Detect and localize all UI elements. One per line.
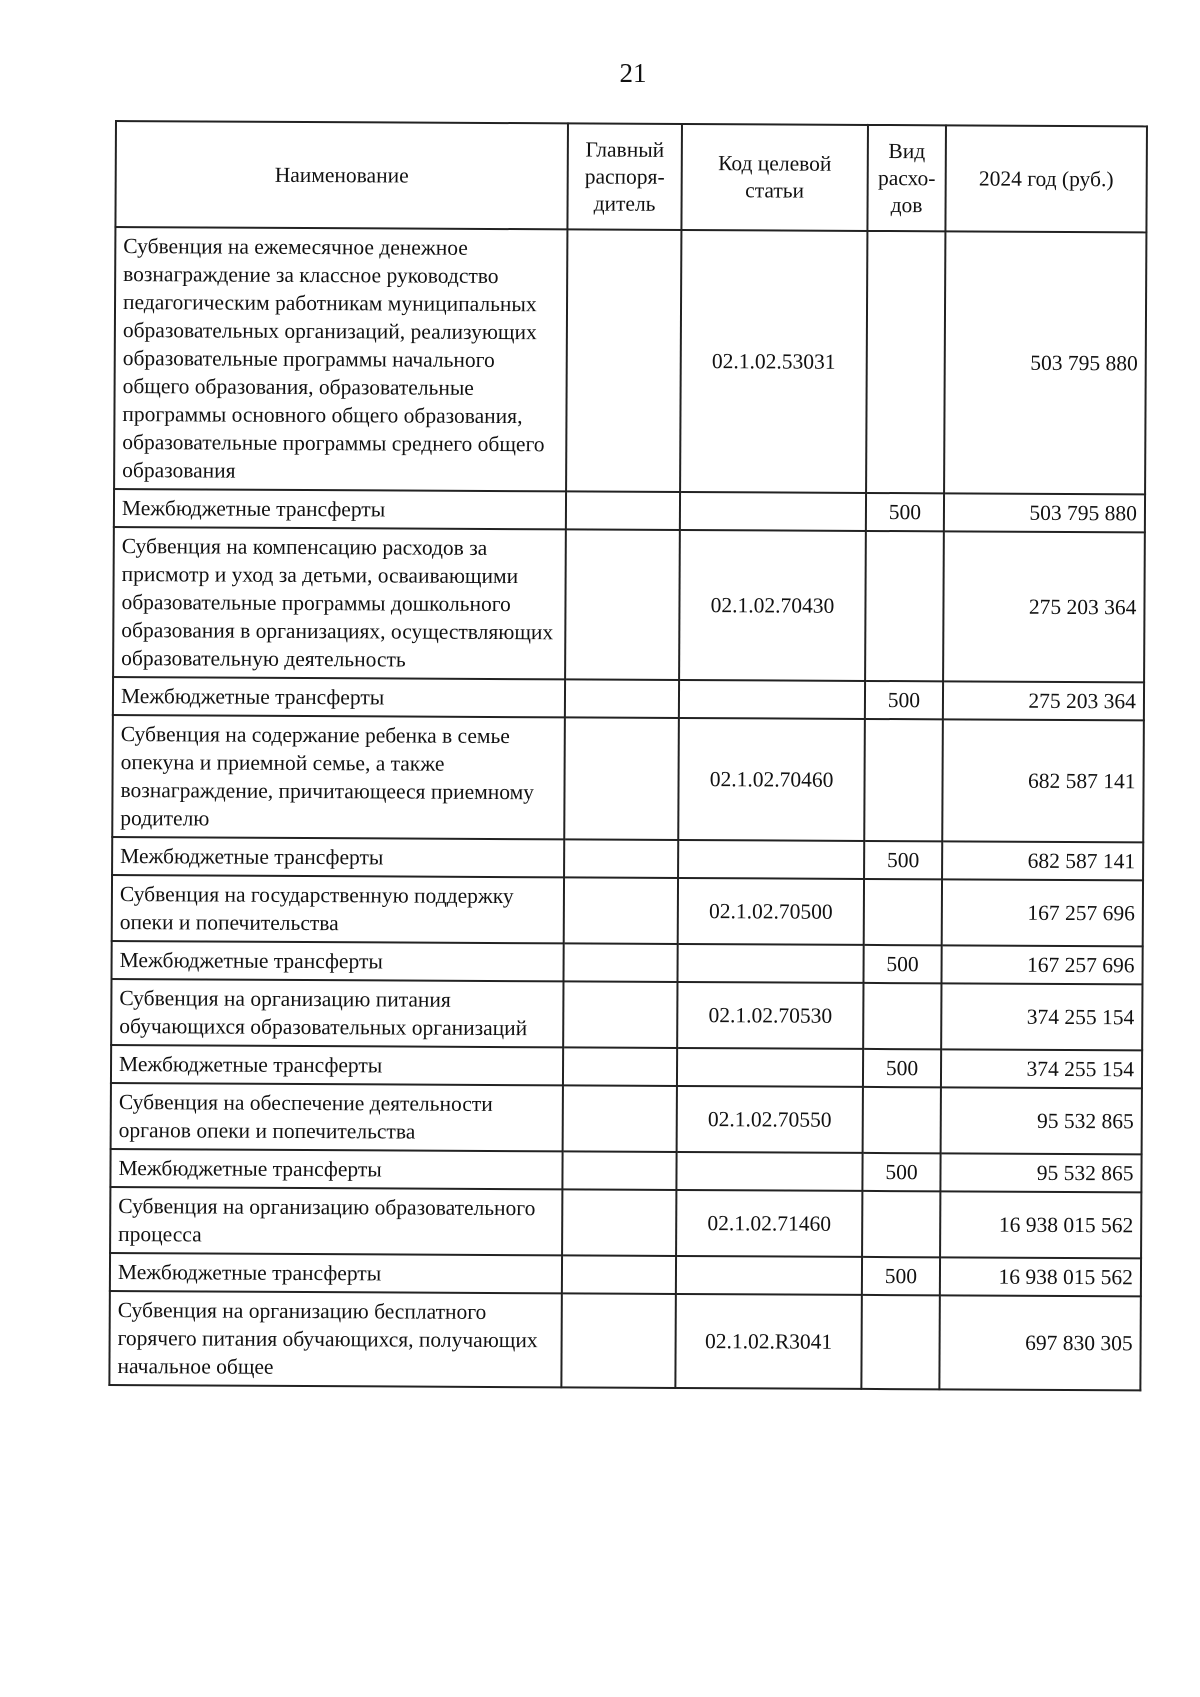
row-code (676, 1152, 862, 1191)
row-amount: 275 203 364 (943, 681, 1144, 720)
row-manager (565, 529, 680, 680)
row-code (677, 1048, 863, 1087)
row-name: Межбюджетные трансферты (112, 837, 564, 877)
table-row (111, 1083, 1142, 1154)
row-name: Межбюджетные трансферты (110, 1149, 562, 1189)
table-row (110, 1187, 1141, 1258)
row-name: Субвенция на ежемесячное денежное вознаграждение за классное руководство педагогическим работникам муниципальных образовательных организаций, реализующих образовательные программы начального общего образования, образовательные программы основного общего образования, образовательные программы среднего общего образования (114, 227, 567, 491)
row-name: Субвенция на обеспечение деятельности органов опеки и попечительства (111, 1083, 563, 1151)
row-kind (865, 531, 944, 681)
row-name: Межбюджетные трансферты (111, 1045, 563, 1085)
row-code: 02.1.02.70430 (679, 530, 866, 681)
row-kind: 500 (866, 493, 944, 531)
row-manager (563, 1047, 677, 1086)
row-code: 02.1.02.70460 (678, 718, 865, 841)
row-manager (566, 229, 681, 492)
row-name: Межбюджетные трансферты (112, 941, 564, 981)
row-amount: 682 587 141 (942, 841, 1143, 880)
budget-table (108, 120, 1148, 1391)
row-amount: 503 795 880 (944, 493, 1145, 532)
row-kind (864, 879, 942, 945)
row-manager (565, 679, 679, 718)
table-row (112, 715, 1144, 842)
row-amount: 95 532 865 (941, 1087, 1142, 1154)
row-manager (562, 1189, 676, 1256)
row-code: 02.1.02.71460 (676, 1190, 862, 1257)
row-name: Межбюджетные трансферты (113, 677, 565, 717)
row-amount: 95 532 865 (940, 1153, 1141, 1192)
row-manager (561, 1293, 675, 1388)
row-code (679, 680, 865, 719)
row-manager (564, 877, 678, 944)
row-kind: 500 (862, 1153, 940, 1191)
row-name: Субвенция на компенсацию расходов за присмотр и уход за детьми, осваивающими образовательные программы дошкольного образования в организациях, осуществляющих образовательную деятельность (113, 527, 566, 679)
row-name: Субвенция на государственную поддержку опеки и попечительства (112, 875, 564, 943)
header-manager: Главный распоря-дитель (567, 123, 682, 230)
row-manager (566, 491, 680, 530)
row-name: Межбюджетные трансферты (110, 1253, 562, 1293)
row-kind: 500 (865, 681, 943, 719)
row-code (677, 944, 863, 983)
row-kind (864, 719, 943, 841)
table-row (112, 875, 1143, 946)
header-amount: 2024 год (руб.) (945, 125, 1147, 232)
row-amount: 275 203 364 (943, 531, 1145, 682)
row-name: Субвенция на организацию питания обучающихся образовательных организаций (111, 979, 563, 1047)
row-manager (562, 1151, 676, 1190)
table-row (109, 1291, 1140, 1390)
table-row (112, 941, 1143, 984)
table-row (111, 979, 1142, 1050)
table-row (113, 677, 1144, 720)
row-code: 02.1.02.53031 (680, 230, 867, 493)
row-name: Субвенция на организацию бесплатного горячего питания обучающихся, получающих начальное общее (109, 1291, 561, 1387)
row-amount: 16 938 015 562 (940, 1191, 1141, 1258)
row-name: Субвенция на организацию образовательного процесса (110, 1187, 562, 1255)
row-amount: 374 255 154 (941, 983, 1142, 1050)
row-amount: 503 795 880 (944, 231, 1146, 494)
table-row (113, 527, 1145, 682)
row-kind: 500 (862, 1257, 940, 1295)
row-manager (563, 1085, 677, 1152)
row-code (680, 492, 866, 531)
row-kind: 500 (863, 945, 941, 983)
table-row (110, 1149, 1141, 1192)
table-row (114, 227, 1146, 494)
row-code (676, 1256, 862, 1295)
row-amount: 167 257 696 (941, 945, 1142, 984)
table-row (110, 1253, 1141, 1296)
table-row (112, 837, 1143, 880)
row-kind (863, 983, 941, 1049)
row-code: 02.1.02.R3041 (675, 1294, 861, 1389)
row-manager (563, 943, 677, 982)
row-code: 02.1.02.70530 (677, 982, 863, 1049)
row-kind (863, 1087, 941, 1153)
row-kind (861, 1295, 939, 1389)
row-manager (563, 981, 677, 1048)
row-manager (562, 1255, 676, 1294)
page-number: 21 (619, 58, 647, 88)
row-amount: 167 257 696 (942, 879, 1143, 946)
header-kind: Вид расхо-дов (867, 125, 946, 231)
row-code (678, 840, 864, 879)
row-name: Межбюджетные трансферты (114, 489, 566, 529)
row-code: 02.1.02.70500 (678, 878, 864, 945)
table-row (114, 489, 1145, 532)
row-amount: 16 938 015 562 (940, 1257, 1141, 1296)
header-name: Наименование (115, 121, 568, 229)
row-kind: 500 (864, 841, 942, 879)
row-manager (564, 839, 678, 878)
row-amount: 697 830 305 (939, 1295, 1140, 1390)
header-code: Код целевой статьи (681, 124, 868, 231)
table-row (111, 1045, 1142, 1088)
row-kind (866, 231, 945, 493)
row-manager (564, 717, 679, 840)
row-amount: 374 255 154 (941, 1049, 1142, 1088)
row-kind (862, 1191, 940, 1257)
row-kind: 500 (863, 1049, 941, 1087)
row-code: 02.1.02.70550 (677, 1086, 863, 1153)
row-amount: 682 587 141 (942, 719, 1144, 842)
table-header-row (115, 121, 1147, 232)
row-name: Субвенция на содержание ребенка в семье опекуна и приемной семье, а также вознаграждение, причитающееся приемному родителю (112, 715, 565, 839)
